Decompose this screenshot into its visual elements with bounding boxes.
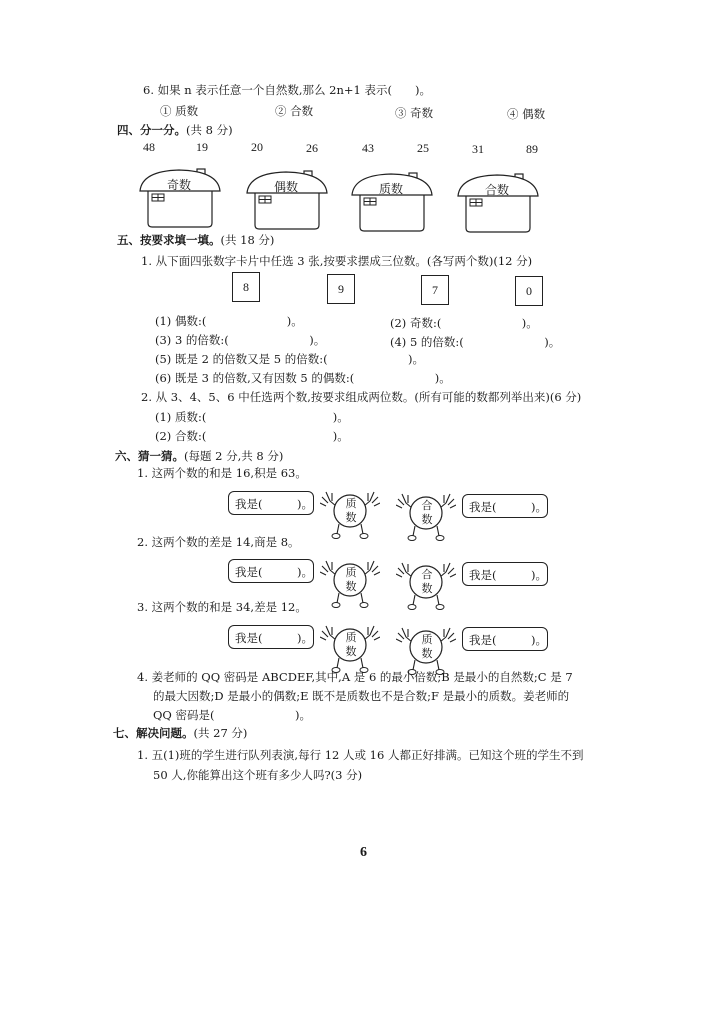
- guess-q2-right-bubble[interactable]: 我是( )。: [462, 562, 548, 586]
- problem-q1-line1: 1. 五(1)班的学生进行队列表演,每行 12 人或 16 人都正好排满。已知这个班的学生不到: [137, 748, 584, 762]
- section4-heading: [117, 122, 233, 138]
- q1-item-3[interactable]: (3) 3 的倍数:( )。: [155, 333, 326, 347]
- house-label: 质数: [378, 182, 403, 196]
- mascot-label-bottom: 数: [345, 580, 357, 593]
- q6-option-2[interactable]: ② 合数: [275, 104, 314, 118]
- digit-card-7[interactable]: 7: [421, 275, 449, 305]
- number-48: 48: [143, 140, 155, 154]
- guess-q1-left-bubble[interactable]: 我是( )。: [228, 491, 314, 515]
- house-composite[interactable]: [456, 172, 546, 234]
- section7-heading: [113, 725, 247, 741]
- section4-points: (共 8 分): [186, 123, 233, 137]
- house-prime[interactable]: [350, 171, 440, 233]
- guess-q4-line1: 4. 姜老师的 QQ 密码是 ABCDEF,其中,A 是 6 的最小倍数;B 是最小的自然数;C 是 7: [137, 670, 573, 684]
- digit-card-0[interactable]: 0: [515, 276, 543, 306]
- section5-heading: [117, 232, 274, 248]
- number-31: 31: [472, 142, 484, 156]
- mascot-label-top: 质: [345, 497, 357, 510]
- q1-item-4[interactable]: (4) 5 的倍数:( )。: [390, 335, 561, 349]
- guess-q3-text: 3. 这两个数的和是 34,差是 12。: [137, 600, 307, 614]
- digit-card-9[interactable]: 9: [327, 274, 355, 304]
- guess-q3-right-bubble[interactable]: 我是( )。: [462, 627, 548, 651]
- house-even[interactable]: [245, 169, 335, 231]
- section5-q1-text: 1. 从下面四张数字卡片中任选 3 张,按要求摆成三位数。(各写两个数)(12 分): [141, 254, 533, 268]
- mascot-label-top: 质: [421, 633, 433, 646]
- mascot-label-top: 合: [421, 499, 433, 512]
- number-89: 89: [526, 142, 538, 156]
- house-label: 合数: [484, 183, 509, 197]
- mascot-label-top: 合: [421, 568, 433, 581]
- number-20: 20: [251, 140, 263, 154]
- section6-title: 六、猜一猜。: [115, 449, 184, 463]
- q6-option-3[interactable]: ③ 奇数: [395, 106, 434, 120]
- section5-points: (共 18 分): [220, 233, 275, 247]
- mascot-label-bottom: 数: [345, 511, 357, 524]
- q6-option-4[interactable]: ④ 偶数: [507, 107, 546, 121]
- mascot-label-top: 质: [345, 566, 357, 579]
- guess-q4-line2: 的最大因数;D 是最小的偶数;E 既不是质数也不是合数;F 是最小的质数。姜老师的: [153, 689, 570, 703]
- mascot-label-bottom: 数: [345, 645, 357, 658]
- digit-card-8[interactable]: 8: [232, 272, 260, 302]
- q1-item-5[interactable]: (5) 既是 2 的倍数又是 5 的倍数:( )。: [155, 352, 425, 366]
- mascot-label-bottom: 数: [421, 647, 433, 660]
- page-number: 6: [360, 845, 367, 860]
- guess-q1-right-bubble[interactable]: 我是( )。: [462, 494, 548, 518]
- mascot-prime: [320, 484, 380, 542]
- mascot-label-bottom: 数: [421, 513, 433, 526]
- q1-item-1[interactable]: (1) 偶数:( )。: [155, 314, 303, 328]
- q1-item-6[interactable]: (6) 既是 3 的倍数,又有因数 5 的偶数:( )。: [155, 371, 451, 385]
- section6-points: (每题 2 分,共 8 分): [184, 449, 284, 463]
- house-label: 偶数: [273, 180, 298, 194]
- q1-item-2[interactable]: (2) 奇数:( )。: [390, 316, 538, 330]
- house-odd[interactable]: [138, 167, 228, 229]
- mascot-label-bottom: 数: [421, 582, 433, 595]
- section7-title: 七、解决问题。: [113, 726, 194, 740]
- number-43: 43: [362, 141, 374, 155]
- number-19: 19: [196, 140, 208, 154]
- number-26: 26: [306, 141, 318, 155]
- mascot-prime: [320, 553, 380, 611]
- section5-q2-text: 2. 从 3、4、5、6 中任选两个数,按要求组成两位数。(所有可能的数都列举出来)(6 分): [141, 390, 582, 404]
- section6-heading: [115, 448, 283, 464]
- problem-q1-line2: 50 人,你能算出这个班有多少人吗?(3 分): [153, 768, 363, 782]
- guess-q2-left-bubble[interactable]: 我是( )。: [228, 559, 314, 583]
- guess-q4-answer[interactable]: QQ 密码是( )。: [153, 708, 311, 722]
- section4-title: 四、分一分。: [117, 123, 186, 137]
- number-25: 25: [417, 141, 429, 155]
- mascot-prime: [320, 618, 380, 676]
- section5-title: 五、按要求填一填。: [117, 233, 221, 247]
- section7-points: (共 27 分): [193, 726, 248, 740]
- guess-q3-left-bubble[interactable]: 我是( )。: [228, 625, 314, 649]
- q2-item-2[interactable]: (2) 合数:( )。: [155, 429, 349, 443]
- guess-q1-text: 1. 这两个数的和是 16,积是 63。: [137, 466, 307, 480]
- mascot-label-top: 质: [345, 631, 357, 644]
- q6-text: 6. 如果 n 表示任意一个自然数,那么 2n+1 表示( )。: [143, 83, 431, 97]
- house-label: 奇数: [166, 178, 191, 192]
- q2-item-1[interactable]: (1) 质数:( )。: [155, 410, 349, 424]
- q6-option-1[interactable]: ① 质数: [160, 104, 199, 118]
- mascot-composite: [396, 555, 456, 613]
- mascot-composite: [396, 486, 456, 544]
- guess-q2-text: 2. 这两个数的差是 14,商是 8。: [137, 535, 300, 549]
